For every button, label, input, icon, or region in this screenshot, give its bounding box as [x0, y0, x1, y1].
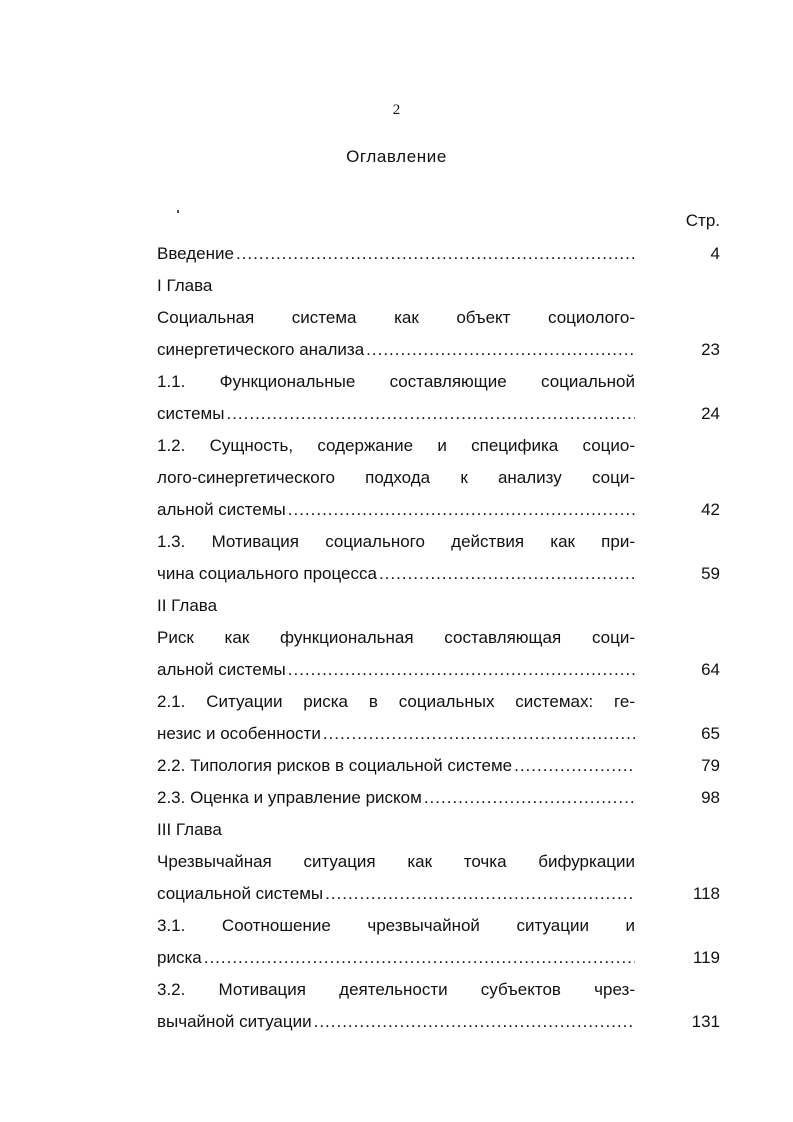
dot-leader	[424, 782, 635, 814]
entry-title-line: Чрезвычайная ситуация как точка бифуркации	[157, 852, 635, 871]
dot-leader	[514, 750, 635, 782]
dot-leader	[379, 558, 635, 590]
page-column-header: Стр.	[685, 211, 720, 230]
chapter-label: III Глава	[157, 820, 222, 839]
toc-entry	[157, 622, 720, 686]
entry-title-end: риска	[157, 948, 202, 967]
toc-entry	[157, 910, 720, 974]
toc-entry	[157, 366, 720, 430]
entry-title-line: 3.1. Соотношение чрезвычайной ситуации и	[157, 916, 635, 935]
chapter-label: II Глава	[157, 596, 218, 615]
entry-title-line: лого-синергетического подхода к анализу соци-	[157, 468, 635, 487]
toc-entry	[157, 526, 720, 590]
entry-title-end: 2.3. Оценка и управление риском	[157, 788, 422, 807]
entry-last-line	[157, 494, 635, 526]
entry-title-line: 1.3. Мотивация социального действия как при-	[157, 532, 635, 551]
toc-chapter-heading	[157, 590, 720, 622]
entry-title-line: 2.1. Ситуации риска в социальных системах: ге-	[157, 692, 635, 711]
entry-page-number: 59	[701, 564, 720, 583]
entry-page-number: 24	[701, 404, 720, 423]
dot-leader	[226, 398, 635, 430]
entry-title-line: 1.1. Функциональные составляющие социальной	[157, 372, 635, 391]
toc-entry	[157, 846, 720, 910]
entry-title-line: 1.2. Сущность, содержание и специфика социо-	[157, 436, 635, 455]
toc-entry	[157, 686, 720, 750]
scan-speck	[177, 210, 179, 213]
entry-page-number: 42	[701, 500, 720, 519]
entry-last-line	[157, 782, 635, 814]
entry-page-number: 79	[701, 756, 720, 775]
dot-leader	[325, 878, 635, 910]
entry-page-number: 131	[691, 1012, 720, 1031]
entry-page-number: 118	[692, 884, 720, 903]
toc-entry	[157, 974, 720, 1038]
entry-title-end: системы	[157, 404, 225, 423]
entry-page-number: 64	[701, 660, 720, 679]
entry-title-end: альной системы	[157, 500, 286, 519]
dot-leader	[236, 238, 635, 270]
toc-chapter-heading	[157, 814, 720, 846]
entry-title-line: Риск как функциональная составляющая соци-	[157, 628, 635, 647]
entry-title-end: чина социального процесса	[157, 564, 377, 583]
toc-entry	[157, 750, 720, 782]
toc-entry	[157, 302, 720, 366]
entry-last-line	[157, 942, 635, 974]
entry-title-line: 3.2. Мотивация деятельности субъектов чрез-	[157, 980, 635, 999]
entry-title-end: незис и особенности	[157, 724, 321, 743]
entry-title-end: вычайной ситуации	[157, 1012, 312, 1031]
dot-leader	[288, 654, 635, 686]
entry-page-number: 65	[701, 724, 720, 743]
entry-title-line: Социальная система как объект социолого-	[157, 308, 635, 327]
page-number: 2	[392, 102, 401, 118]
toc-entry	[157, 238, 720, 270]
entry-last-line	[157, 878, 635, 910]
entry-title-end: социальной системы	[157, 884, 324, 903]
entry-page-number: 4	[710, 244, 720, 263]
entry-last-line	[157, 238, 635, 270]
entry-page-number: 119	[692, 948, 720, 967]
entry-title-end: 2.2. Типология рисков в социальной системе	[157, 756, 513, 775]
table-of-contents	[157, 238, 720, 1038]
entry-last-line	[157, 750, 635, 782]
entry-last-line	[157, 398, 635, 430]
toc-entry	[157, 430, 720, 526]
entry-page-number: 98	[701, 788, 720, 807]
entry-last-line	[157, 558, 635, 590]
entry-last-line	[157, 1006, 635, 1038]
entry-last-line	[157, 718, 635, 750]
dot-leader	[366, 334, 635, 366]
entry-page-number: 23	[701, 340, 720, 359]
toc-title: Оглавление	[346, 147, 447, 166]
entry-title-end: Введение	[157, 244, 234, 263]
dot-leader	[314, 1006, 635, 1038]
entry-title-end: альной системы	[157, 660, 286, 679]
chapter-label: I Глава	[157, 276, 213, 295]
toc-chapter-heading	[157, 270, 720, 302]
dot-leader	[204, 942, 635, 974]
entry-title-end: синергетического анализа	[157, 340, 365, 359]
toc-entry	[157, 782, 720, 814]
entry-last-line	[157, 334, 635, 366]
dot-leader	[288, 494, 635, 526]
entry-last-line	[157, 654, 635, 686]
dot-leader	[323, 718, 635, 750]
